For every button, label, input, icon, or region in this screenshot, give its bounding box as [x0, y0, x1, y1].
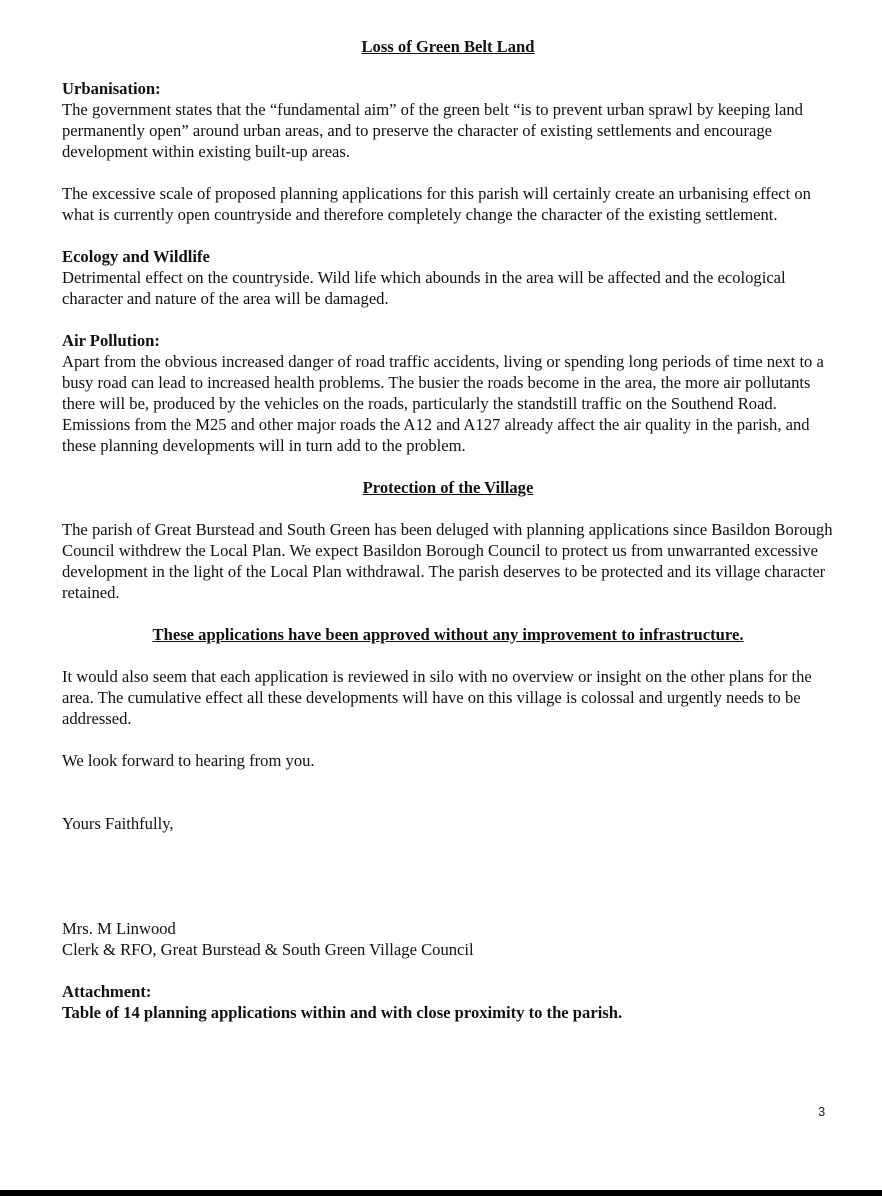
signatory-name: Mrs. M Linwood — [62, 919, 176, 938]
closing-line: Yours Faithfully, — [62, 814, 174, 833]
attachment-description: Table of 14 planning applications within and with close proximity to the parish. — [62, 1003, 623, 1022]
bottom-border — [0, 1190, 882, 1196]
silo-paragraph: It would also seem that each application is reviewed in silo with no overview or insight on the other plans for the area. The cumulative effect all these developments will have on this village is colossal and urgently needs to be addressed. — [62, 667, 812, 728]
air-pollution-heading: Air Pollution: — [62, 331, 160, 350]
approved-statement: These applications have been approved without any improvement to infrastructure. — [152, 625, 744, 644]
section-title-protection: Protection of the Village — [362, 478, 534, 497]
section-title-green-belt: Loss of Green Belt Land — [361, 37, 535, 56]
look-forward-line: We look forward to hearing from you. — [62, 751, 315, 770]
signatory-role: Clerk & RFO, Great Burstead & South Green Village Council — [62, 940, 474, 959]
urbanisation-paragraph-1: The government states that the “fundamental aim” of the green belt “is to prevent urban sprawl by keeping land permanently open” around urban areas, and to preserve the character of existing settlements and encourage development within existing built-up areas. — [62, 100, 803, 161]
attachment-label: Attachment: — [62, 982, 152, 1001]
page-number: 3 — [818, 1104, 826, 1119]
air-pollution-paragraph: Apart from the obvious increased danger of road traffic accidents, living or spending long periods of time next to a busy road can lead to increased health problems. The busier the roads become in the area, the more air pollutants there will be, produced by the vehicles on the roads, particularly the standstill traffic on the Southend Road. Emissions from the M25 and other major roads the A12 and A127 already affect the air quality in the parish, and these planning developments will in turn add to the problem. — [62, 352, 824, 455]
ecology-heading: Ecology and Wildlife — [62, 247, 210, 266]
urbanisation-paragraph-2: The excessive scale of proposed planning applications for this parish will certainly create an urbanising effect on what is currently open countryside and therefore completely change the character of the existing settlement. — [62, 184, 811, 224]
ecology-paragraph: Detrimental effect on the countryside. Wild life which abounds in the area will be affected and the ecological character and nature of the area will be damaged. — [62, 268, 786, 308]
urbanisation-heading: Urbanisation: — [62, 79, 161, 98]
protection-paragraph: The parish of Great Burstead and South Green has been deluged with planning applications since Basildon Borough Council withdrew the Local Plan. We expect Basildon Borough Council to protect us from unwarranted excessive development in the light of the Local Plan withdrawal. The parish deserves to be protected and its village character retained. — [62, 520, 833, 602]
letter-body — [62, 36, 834, 1023]
